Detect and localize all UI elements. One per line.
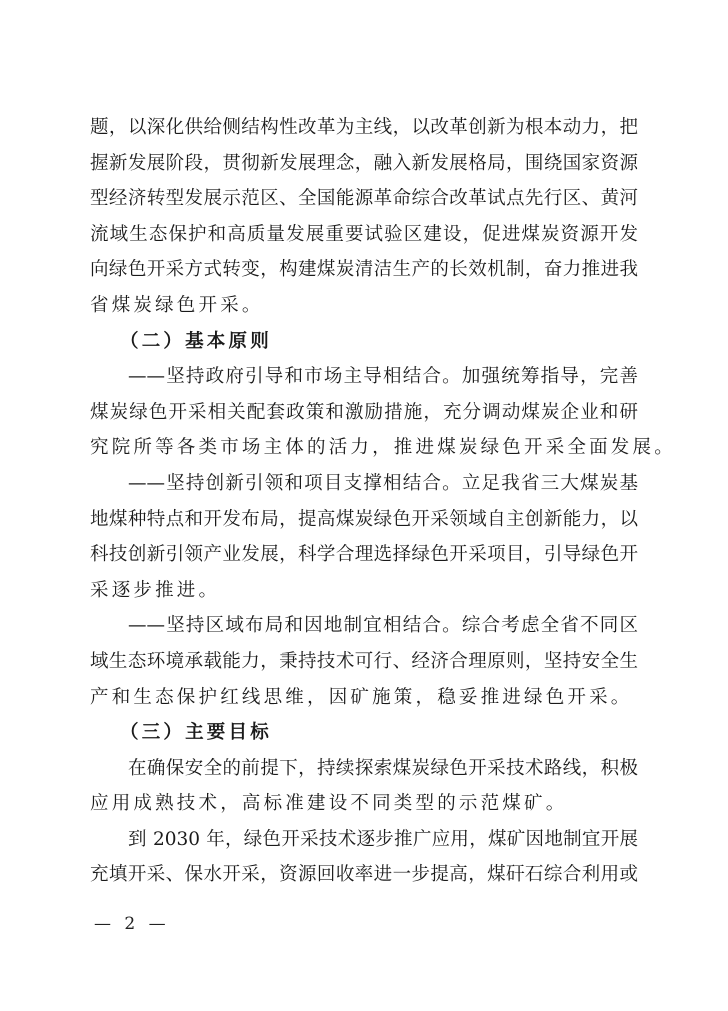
section-heading-main-goals: （三）主要目标 (120, 722, 272, 744)
text-line: 应用成熟技术，高标准建设不同类型的示范煤矿。 (90, 793, 568, 815)
text-line: 科技创新引领产业发展，科学合理选择绿色开采项目，引导绿色开 (90, 544, 638, 566)
text-line: 型经济转型发展示范区、全国能源革命综合改革试点先行区、黄河 (90, 188, 638, 210)
paragraph-principle-2 (90, 466, 638, 608)
text-line: 握新发展阶段，贯彻新发展理念，融入新发展格局，围绕国家资源 (90, 152, 638, 174)
text-line: 域生态环境承载能力，秉持技术可行、经济合理原则，坚持安全生 (90, 650, 638, 672)
text-line: 流域生态保护和高质量发展重要试验区建设，促进煤炭资源开发 (90, 223, 638, 245)
text-line: 地煤种特点和开发布局，提高煤炭绿色开采领域自主创新能力，以 (90, 508, 638, 530)
section-heading-basic-principles: （二）基本原则 (120, 330, 272, 352)
text-line: 题，以深化供给侧结构性改革为主线，以改革创新为根本动力，把 (90, 117, 638, 138)
paragraph-intro (90, 110, 638, 324)
text-line: 充填开采、保水开采，资源回收率进一步提高，煤矸石综合利用或 (90, 864, 638, 886)
paragraph-principle-3 (90, 608, 638, 715)
text-line: 究院所等各类市场主体的活力，推进煤炭绿色开采全面发展。 (90, 437, 676, 459)
text-line: ——坚持政府引导和市场主导相结合。加强统筹指导，完善 (128, 366, 638, 388)
text-line: 在确保安全的前提下，持续探索煤炭绿色开采技术路线，积极 (128, 757, 638, 779)
page-number: — 2 — (94, 914, 170, 934)
paragraph-principle-1 (90, 359, 676, 466)
text-line: 煤炭绿色开采相关配套政策和激励措施，充分调动煤炭企业和研 (90, 401, 638, 423)
document-page (90, 110, 676, 893)
text-line: 采逐步推进。 (90, 579, 221, 601)
text-line: ——坚持创新引领和项目支撑相结合。立足我省三大煤炭基 (128, 472, 638, 494)
text-line: 到 2030 年，绿色开采技术逐步推广应用，煤矿因地制宜开展 (128, 828, 638, 850)
paragraph-goals-2 (90, 822, 638, 893)
text-line: 产和生态保护红线思维，因矿施策，稳妥推进绿色开采。 (90, 686, 633, 708)
paragraph-goals-1 (90, 751, 638, 822)
text-line: 向绿色开采方式转变，构建煤炭清洁生产的长效机制，奋力推进我 (90, 259, 638, 281)
text-line: 省煤炭绿色开采。 (90, 294, 264, 316)
text-line: ——坚持区域布局和因地制宜相结合。综合考虑全省不同区 (128, 615, 638, 637)
